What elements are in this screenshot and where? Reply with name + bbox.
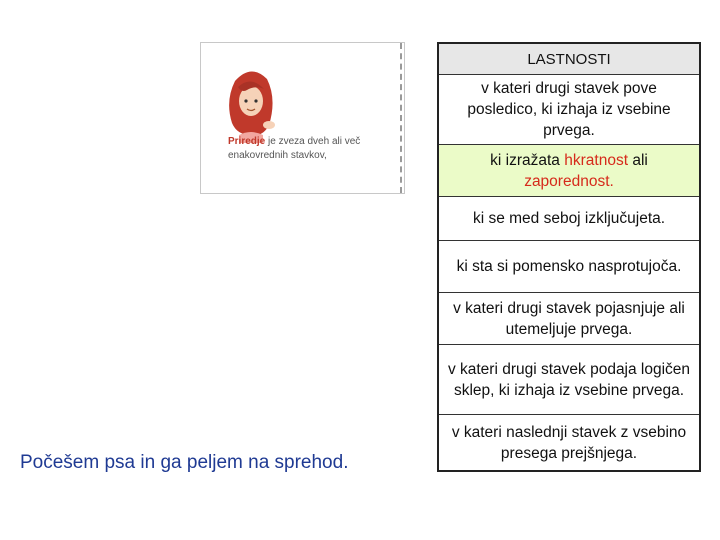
table-row: ki sta si pomensko nasprotujoča. <box>439 240 699 292</box>
highlight-word-1: hkratnost <box>564 151 629 169</box>
table-row: ki se med seboj izključujeta. <box>439 196 699 240</box>
illustration-card <box>200 42 405 194</box>
table-row: v kateri drugi stavek podaja logičen sklep, ki izhaja iz vsebine prvega. <box>439 344 699 414</box>
highlight-text-mid: ali <box>628 151 648 169</box>
properties-table <box>437 42 701 472</box>
highlight-text-pre: ki izražata <box>490 151 565 169</box>
card-caption <box>228 135 378 163</box>
card-definition: je zveza dveh ali več enakovrednih stavkov, <box>228 136 361 161</box>
dashed-divider <box>400 43 402 193</box>
table-header: LASTNOSTI <box>439 44 699 74</box>
example-sentence: Počešem psa in ga peljem na sprehod. <box>20 452 349 473</box>
table-row-highlighted <box>439 144 699 196</box>
table-row: v kateri naslednji stavek z vsebino presega prejšnjega. <box>439 414 699 470</box>
table-row: v kateri drugi stavek pove posledico, ki izhaja iz vsebine prvega. <box>439 74 699 144</box>
table-row: v kateri drugi stavek pojasnjuje ali utemeljuje prvega. <box>439 292 699 344</box>
girl-illustration <box>223 63 279 183</box>
highlight-word-2: zaporednost. <box>524 172 614 190</box>
card-term: Priredje <box>228 136 266 147</box>
